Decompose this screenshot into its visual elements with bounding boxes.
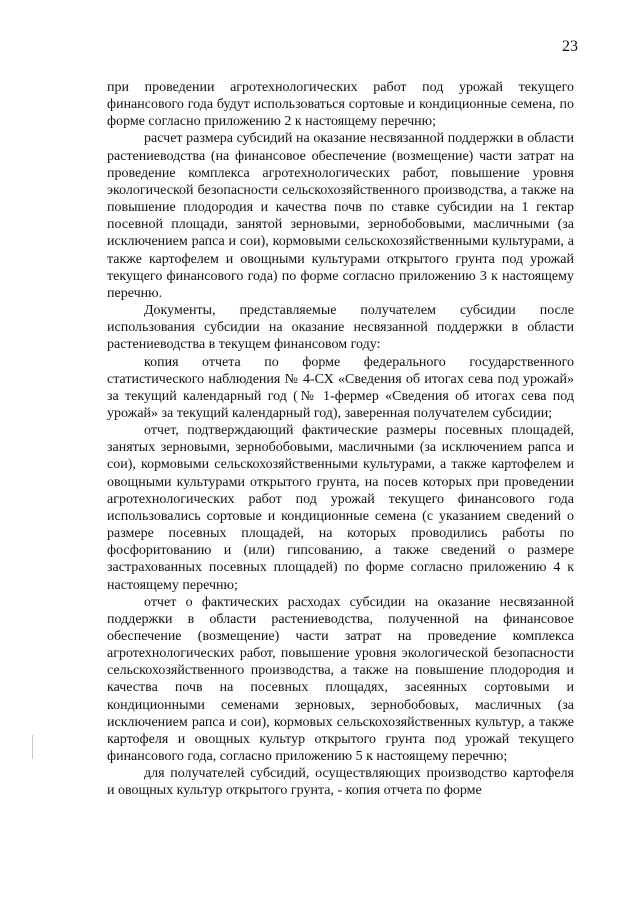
paragraph-subsidy-calculation: расчет размера субсидий на оказание несвязанной поддержки в области растениеводства (на финансовое обеспечение (возмещение) части затрат на проведение комплекса агротехнологических работ, повышение уровня экологической безопасности сельскохозяйственного производства, а также на повышение плодородия и качества почв по ставке субсидии на 1 гектар посевной площади, занятой зерновыми, зернобобовыми, масличными (за исключением рапса и сои), кормовыми сельскохозяйственными культурами, а также картофелем и овощными культурами открытого грунта под урожай текущего финансового года) по форме согласно приложению 3 к настоящему перечню. (107, 131, 574, 301)
paragraph-seed-quality-continuation: при проведении агротехнологических работ под урожай текущего финансового года будут использоваться сортовые и кондиционные семена, по форме согласно приложению 2 к настоящему перечню; (107, 80, 574, 130)
scan-margin-mark (32, 735, 33, 759)
paragraph-actual-expenses-report: отчет о фактических расходах субсидии на оказание несвязанной поддержки в области растениеводства, полученной на финансовое обеспечение (возмещение) части затрат на проведение комплекса агротехнологических работ, повышение уровня экологической безопасности сельскохозяйственного производства, а также на повышение плодородия и качества почв на посевных площадях, засеянных сортовыми и кондиционными семенами зерновых, зернобобовых, масличных (за исключением рапса и сои), кормовых сельскохозяйственных культур, а также картофеля и овощных культур открытого грунта под урожай текущего финансового года, согласно приложению 5 к настоящему перечню; (107, 594, 574, 765)
paragraph-sown-area-report: отчет, подтверждающий фактические размеры посевных площадей, занятых зерновыми, зернобобовыми, масличными (за исключением рапса и сои), кормовыми сельскохозяйственными культурами, а также картофелем и овощными культурами открытого грунта, на посев которых при проведении агротехнологических работ под урожай текущего финансового года использовались сортовые и кондиционные семена (с указанием сведений о размере посевных площадей, на которых проводились работы по фосфоритованию и (или) гипсованию, а также сведений о размере застрахованных посевных площадей) по форме согласно приложению 4 к настоящему перечню; (107, 423, 574, 593)
document-body (107, 79, 574, 800)
paragraph-documents-after-use: Документы, представляемые получателем субсидии после использования субсидии на оказание несвязанной поддержки в области растениеводства в текущем финансовом году: (107, 303, 574, 353)
paragraph-potato-vegetable-producers: для получателей субсидий, осуществляющих производство картофеля и овощных культур открытого грунта, - копия отчета по форме (107, 766, 574, 799)
page-number: 23 (562, 38, 578, 55)
paragraph-statistical-report-copy: копия отчета по форме федерального государственного статистического наблюдения № 4-СХ «Сведения об итогах сева под урожай» за текущий календарный год (№ 1-фермер «Сведения об итогах сева под урожай» за текущий календарный год), заверенная получателем субсидии; (107, 354, 574, 421)
